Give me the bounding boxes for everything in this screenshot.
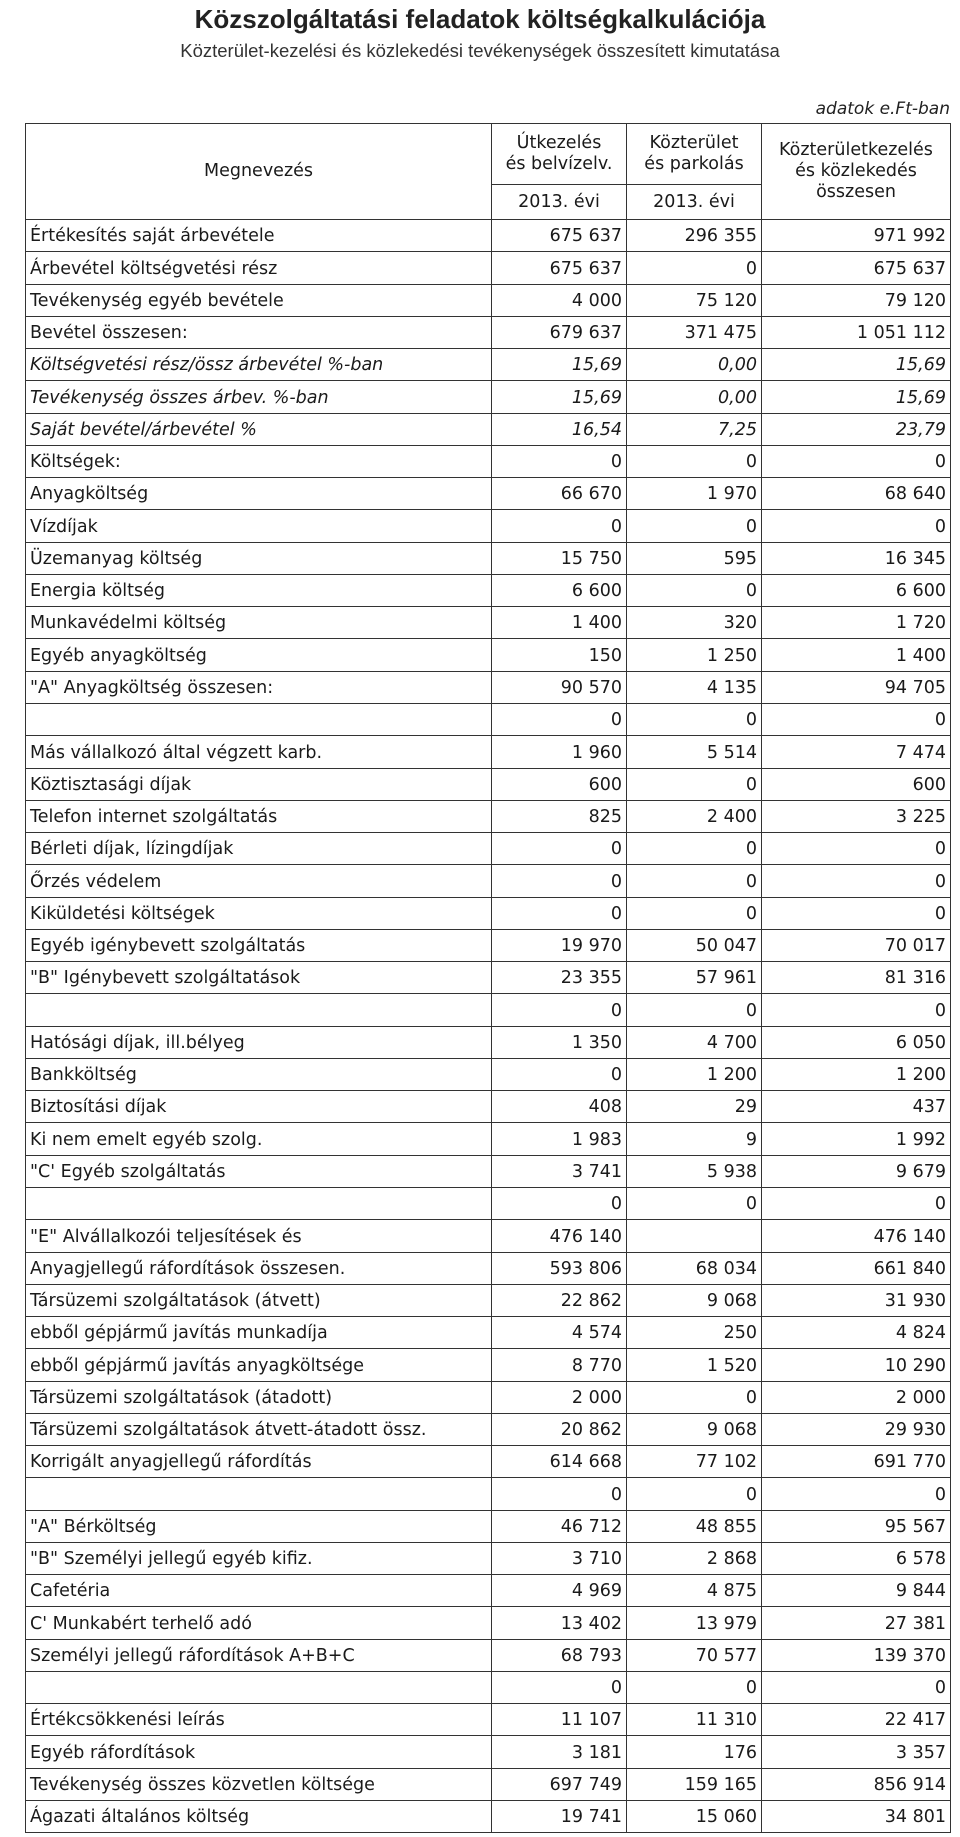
cost-table <box>25 123 951 1833</box>
row-name-cell: Ki nem emelt egyéb szolg. <box>26 1123 492 1155</box>
row-value-col2: 0 <box>627 703 762 735</box>
table-row <box>26 768 951 800</box>
row-value-col1: 11 107 <box>492 1704 627 1736</box>
row-value-col2: 9 <box>627 1123 762 1155</box>
row-value-col2: 13 979 <box>627 1607 762 1639</box>
row-value-col1: 4 000 <box>492 284 627 316</box>
row-name-cell <box>26 1671 492 1703</box>
table-row <box>26 1252 951 1284</box>
row-value-col2: 11 310 <box>627 1704 762 1736</box>
row-value-col3: 0 <box>762 994 951 1026</box>
table-row <box>26 671 951 703</box>
row-name-cell: Tevékenység egyéb bevétele <box>26 284 492 316</box>
row-value-col3: 10 290 <box>762 1349 951 1381</box>
row-name-cell: Tevékenység összes árbev. %-ban <box>26 381 492 413</box>
row-value-col2: 2 400 <box>627 800 762 832</box>
row-name-cell: Hatósági díjak, ill.bélyeg <box>26 1026 492 1058</box>
header-name: Megnevezés <box>26 124 492 220</box>
row-value-col1: 3 181 <box>492 1736 627 1768</box>
table-row <box>26 1058 951 1090</box>
row-value-col1: 600 <box>492 768 627 800</box>
row-value-col3: 1 720 <box>762 607 951 639</box>
table-row <box>26 1413 951 1445</box>
table-row <box>26 284 951 316</box>
row-name-cell: Értékcsökkenési leírás <box>26 1704 492 1736</box>
table-row <box>26 929 951 961</box>
row-value-col1: 408 <box>492 1091 627 1123</box>
row-name-cell: Vízdíjak <box>26 510 492 542</box>
row-value-col1: 614 668 <box>492 1446 627 1478</box>
row-value-col3: 1 992 <box>762 1123 951 1155</box>
row-value-col2: 48 855 <box>627 1510 762 1542</box>
row-value-col2: 0 <box>627 865 762 897</box>
row-name-cell: Saját bevétel/árbevétel % <box>26 413 492 445</box>
row-value-col3: 68 640 <box>762 478 951 510</box>
row-value-col2: 57 961 <box>627 962 762 994</box>
row-name-cell: "A" Bérköltség <box>26 1510 492 1542</box>
row-value-col1: 46 712 <box>492 1510 627 1542</box>
row-value-col1: 0 <box>492 1187 627 1219</box>
row-value-col2: 0 <box>627 510 762 542</box>
table-row <box>26 1091 951 1123</box>
row-value-col3: 34 801 <box>762 1801 951 1833</box>
table-row <box>26 1381 951 1413</box>
row-name-cell <box>26 1478 492 1510</box>
row-value-col2: 1 200 <box>627 1058 762 1090</box>
row-name-cell <box>26 994 492 1026</box>
row-value-col2: 4 135 <box>627 671 762 703</box>
row-name-cell <box>26 703 492 735</box>
document-title: Közszolgáltatási feladatok költségkalkulációja <box>194 4 766 34</box>
row-value-col3: 0 <box>762 703 951 735</box>
table-row <box>26 736 951 768</box>
row-value-col2: 1 970 <box>627 478 762 510</box>
table-row <box>26 1575 951 1607</box>
row-value-col3: 29 930 <box>762 1413 951 1445</box>
row-value-col2: 0,00 <box>627 349 762 381</box>
row-value-col2: 371 475 <box>627 316 762 348</box>
row-value-col1: 15,69 <box>492 349 627 381</box>
row-name-cell: Személyi jellegű ráfordítások A+B+C <box>26 1639 492 1671</box>
row-name-cell: Költségek: <box>26 445 492 477</box>
row-value-col1: 679 637 <box>492 316 627 348</box>
row-value-col2: 9 068 <box>627 1284 762 1316</box>
row-value-col3: 691 770 <box>762 1446 951 1478</box>
row-value-col2: 77 102 <box>627 1446 762 1478</box>
row-name-cell: Bevétel összesen: <box>26 316 492 348</box>
header-col3: Közterületkezelés és közlekedés összesen <box>762 124 951 220</box>
row-value-col1: 4 969 <box>492 1575 627 1607</box>
row-value-col2: 4 875 <box>627 1575 762 1607</box>
row-value-col3: 95 567 <box>762 1510 951 1542</box>
row-value-col2: 0 <box>627 1671 762 1703</box>
row-name-cell: Őrzés védelem <box>26 865 492 897</box>
table-row <box>26 962 951 994</box>
row-value-col1: 1 400 <box>492 607 627 639</box>
row-value-col3: 661 840 <box>762 1252 951 1284</box>
row-value-col1: 3 710 <box>492 1542 627 1574</box>
row-name-cell: Egyéb anyagköltség <box>26 639 492 671</box>
row-value-col1: 0 <box>492 1671 627 1703</box>
table-row <box>26 220 951 252</box>
row-value-col2: 0 <box>627 768 762 800</box>
row-value-col1: 825 <box>492 800 627 832</box>
row-name-cell: Köztisztasági díjak <box>26 768 492 800</box>
row-value-col1: 90 570 <box>492 671 627 703</box>
row-name-cell: Munkavédelmi költség <box>26 607 492 639</box>
row-value-col3: 2 000 <box>762 1381 951 1413</box>
row-value-col2: 2 868 <box>627 1542 762 1574</box>
table-row <box>26 1768 951 1800</box>
row-value-col3: 139 370 <box>762 1639 951 1671</box>
header-col2-year: 2013. évi <box>627 185 762 220</box>
row-value-col3: 3 225 <box>762 800 951 832</box>
row-value-col3: 31 930 <box>762 1284 951 1316</box>
row-value-col2: 7,25 <box>627 413 762 445</box>
row-name-cell: Társüzemi szolgáltatások (átadott) <box>26 1381 492 1413</box>
row-value-col3: 0 <box>762 1671 951 1703</box>
row-value-col3: 6 578 <box>762 1542 951 1574</box>
row-value-col3: 1 051 112 <box>762 316 951 348</box>
row-name-cell: Tevékenység összes közvetlen költsége <box>26 1768 492 1800</box>
table-header <box>26 124 951 220</box>
row-value-col1: 15 750 <box>492 542 627 574</box>
row-value-col2: 296 355 <box>627 220 762 252</box>
row-value-col1: 6 600 <box>492 574 627 606</box>
row-value-col2: 68 034 <box>627 1252 762 1284</box>
table-row <box>26 1446 951 1478</box>
table-row <box>26 639 951 671</box>
row-value-col3: 81 316 <box>762 962 951 994</box>
table-row <box>26 1026 951 1058</box>
row-name-cell: "A" Anyagköltség összesen: <box>26 671 492 703</box>
row-value-col1: 0 <box>492 833 627 865</box>
table-row <box>26 1317 951 1349</box>
row-value-col1: 1 350 <box>492 1026 627 1058</box>
table-row <box>26 1736 951 1768</box>
row-value-col3: 0 <box>762 445 951 477</box>
row-value-col1: 0 <box>492 1058 627 1090</box>
row-value-col2: 176 <box>627 1736 762 1768</box>
row-value-col1: 23 355 <box>492 962 627 994</box>
row-name-cell: Energia költség <box>26 574 492 606</box>
table-row <box>26 1187 951 1219</box>
table-row <box>26 1349 951 1381</box>
table-row <box>26 252 951 284</box>
row-value-col3: 94 705 <box>762 671 951 703</box>
row-name-cell: Egyéb ráfordítások <box>26 1736 492 1768</box>
row-name-cell <box>26 1187 492 1219</box>
row-value-col2: 29 <box>627 1091 762 1123</box>
row-value-col2: 9 068 <box>627 1413 762 1445</box>
row-value-col3: 971 992 <box>762 220 951 252</box>
row-value-col2: 0 <box>627 1381 762 1413</box>
row-value-col2: 4 700 <box>627 1026 762 1058</box>
row-value-col3: 9 679 <box>762 1155 951 1187</box>
row-value-col2: 50 047 <box>627 929 762 961</box>
table-row <box>26 1607 951 1639</box>
table-row <box>26 510 951 542</box>
table-row <box>26 542 951 574</box>
row-value-col1: 68 793 <box>492 1639 627 1671</box>
row-value-col1: 0 <box>492 510 627 542</box>
table-row <box>26 897 951 929</box>
row-name-cell: ebből gépjármű javítás anyagköltsége <box>26 1349 492 1381</box>
row-name-cell: Biztosítási díjak <box>26 1091 492 1123</box>
row-value-col3: 0 <box>762 510 951 542</box>
header-col2: Közterület és parkolás <box>627 124 762 185</box>
row-value-col1: 19 970 <box>492 929 627 961</box>
row-value-col1: 16,54 <box>492 413 627 445</box>
table-row <box>26 574 951 606</box>
row-name-cell: Bankköltség <box>26 1058 492 1090</box>
row-value-col3: 1 400 <box>762 639 951 671</box>
table-row <box>26 349 951 381</box>
row-value-col3: 856 914 <box>762 1768 951 1800</box>
row-name-cell: "B" Személyi jellegű egyéb kifiz. <box>26 1542 492 1574</box>
row-name-cell: Értékesítés saját árbevétele <box>26 220 492 252</box>
row-name-cell: "C' Egyéb szolgáltatás <box>26 1155 492 1187</box>
row-name-cell: "E" Alvállalkozói teljesítések és <box>26 1220 492 1252</box>
row-value-col1: 3 741 <box>492 1155 627 1187</box>
row-value-col1: 8 770 <box>492 1349 627 1381</box>
row-value-col1: 1 983 <box>492 1123 627 1155</box>
row-value-col2: 15 060 <box>627 1801 762 1833</box>
row-value-col3: 15,69 <box>762 349 951 381</box>
row-value-col1: 476 140 <box>492 1220 627 1252</box>
unit-note: adatok e.Ft-ban <box>815 99 950 119</box>
row-value-col1: 19 741 <box>492 1801 627 1833</box>
row-value-col1: 20 862 <box>492 1413 627 1445</box>
row-value-col2: 0 <box>627 1187 762 1219</box>
row-value-col1: 13 402 <box>492 1607 627 1639</box>
row-value-col1: 0 <box>492 897 627 929</box>
row-value-col3: 16 345 <box>762 542 951 574</box>
row-value-col1: 0 <box>492 1478 627 1510</box>
table-row <box>26 478 951 510</box>
row-value-col2: 0 <box>627 994 762 1026</box>
row-value-col1: 2 000 <box>492 1381 627 1413</box>
table-row <box>26 1220 951 1252</box>
row-value-col1: 66 670 <box>492 478 627 510</box>
document-subtitle: Közterület-kezelési és közlekedési tevékenységek összesített kimutatása <box>180 40 780 61</box>
row-value-col1: 0 <box>492 865 627 897</box>
row-value-col3: 70 017 <box>762 929 951 961</box>
row-value-col2: 320 <box>627 607 762 639</box>
row-value-col3: 0 <box>762 897 951 929</box>
row-name-cell: "B" Igénybevett szolgáltatások <box>26 962 492 994</box>
row-name-cell: Üzemanyag költség <box>26 542 492 574</box>
table-row <box>26 445 951 477</box>
row-name-cell: Bérleti díjak, lízingdíjak <box>26 833 492 865</box>
row-value-col3: 1 200 <box>762 1058 951 1090</box>
row-value-col2: 0 <box>627 897 762 929</box>
row-value-col1: 150 <box>492 639 627 671</box>
table-row <box>26 703 951 735</box>
row-value-col2: 0 <box>627 574 762 606</box>
table-row <box>26 1155 951 1187</box>
row-value-col3: 675 637 <box>762 252 951 284</box>
table-row <box>26 1542 951 1574</box>
row-value-col1: 0 <box>492 445 627 477</box>
row-value-col1: 0 <box>492 703 627 735</box>
row-value-col1: 593 806 <box>492 1252 627 1284</box>
row-value-col2: 0 <box>627 252 762 284</box>
row-name-cell: ebből gépjármű javítás munkadíja <box>26 1317 492 1349</box>
row-value-col3: 0 <box>762 1187 951 1219</box>
row-value-col1: 4 574 <box>492 1317 627 1349</box>
table-body <box>26 220 951 1833</box>
table-row <box>26 1671 951 1703</box>
row-value-col1: 1 960 <box>492 736 627 768</box>
row-name-cell: Ágazati általános költség <box>26 1801 492 1833</box>
row-name-cell: Társüzemi szolgáltatások (átvett) <box>26 1284 492 1316</box>
row-value-col3: 600 <box>762 768 951 800</box>
row-value-col2: 5 514 <box>627 736 762 768</box>
row-value-col3: 476 140 <box>762 1220 951 1252</box>
row-value-col1: 675 637 <box>492 252 627 284</box>
row-value-col2: 75 120 <box>627 284 762 316</box>
row-value-col2: 159 165 <box>627 1768 762 1800</box>
row-value-col2 <box>627 1220 762 1252</box>
row-value-col2: 250 <box>627 1317 762 1349</box>
row-value-col1: 675 637 <box>492 220 627 252</box>
row-value-col3: 79 120 <box>762 284 951 316</box>
row-value-col3: 27 381 <box>762 1607 951 1639</box>
row-value-col3: 6 600 <box>762 574 951 606</box>
row-name-cell: Más vállalkozó által végzett karb. <box>26 736 492 768</box>
row-value-col3: 4 824 <box>762 1317 951 1349</box>
row-value-col3: 15,69 <box>762 381 951 413</box>
table-row <box>26 1801 951 1833</box>
row-name-cell: Kiküldetési költségek <box>26 897 492 929</box>
row-value-col3: 23,79 <box>762 413 951 445</box>
table-row <box>26 1478 951 1510</box>
row-value-col3: 0 <box>762 833 951 865</box>
row-value-col2: 0 <box>627 833 762 865</box>
header-col1-year: 2013. évi <box>492 185 627 220</box>
row-name-cell: Anyagjellegű ráfordítások összesen. <box>26 1252 492 1284</box>
row-value-col3: 6 050 <box>762 1026 951 1058</box>
table-row <box>26 800 951 832</box>
table-row <box>26 381 951 413</box>
row-name-cell: Árbevétel költségvetési rész <box>26 252 492 284</box>
row-value-col2: 0,00 <box>627 381 762 413</box>
row-value-col2: 1 520 <box>627 1349 762 1381</box>
row-value-col3: 22 417 <box>762 1704 951 1736</box>
row-value-col2: 5 938 <box>627 1155 762 1187</box>
row-value-col2: 70 577 <box>627 1639 762 1671</box>
table-row <box>26 865 951 897</box>
row-value-col2: 595 <box>627 542 762 574</box>
row-value-col3: 9 844 <box>762 1575 951 1607</box>
table-row <box>26 316 951 348</box>
row-value-col3: 0 <box>762 1478 951 1510</box>
table-row <box>26 994 951 1026</box>
row-name-cell: Egyéb igénybevett szolgáltatás <box>26 929 492 961</box>
row-name-cell: Költségvetési rész/össz árbevétel %-ban <box>26 349 492 381</box>
table-row <box>26 1284 951 1316</box>
row-name-cell: Telefon internet szolgáltatás <box>26 800 492 832</box>
row-value-col3: 3 357 <box>762 1736 951 1768</box>
row-value-col1: 22 862 <box>492 1284 627 1316</box>
row-value-col3: 7 474 <box>762 736 951 768</box>
row-value-col1: 0 <box>492 994 627 1026</box>
table-row <box>26 1639 951 1671</box>
row-value-col2: 1 250 <box>627 639 762 671</box>
row-name-cell: Társüzemi szolgáltatások átvett-átadott össz. <box>26 1413 492 1445</box>
header-col1: Útkezelés és belvízelv. <box>492 124 627 185</box>
row-value-col2: 0 <box>627 445 762 477</box>
row-value-col3: 0 <box>762 865 951 897</box>
row-value-col1: 697 749 <box>492 1768 627 1800</box>
row-name-cell: Cafetéria <box>26 1575 492 1607</box>
table-row <box>26 413 951 445</box>
row-value-col3: 437 <box>762 1091 951 1123</box>
table-row <box>26 607 951 639</box>
row-value-col1: 15,69 <box>492 381 627 413</box>
table-row <box>26 1704 951 1736</box>
table-row <box>26 1510 951 1542</box>
row-name-cell: C' Munkabért terhelő adó <box>26 1607 492 1639</box>
row-name-cell: Korrigált anyagjellegű ráfordítás <box>26 1446 492 1478</box>
table-row <box>26 1123 951 1155</box>
table-row <box>26 833 951 865</box>
row-value-col2: 0 <box>627 1478 762 1510</box>
row-name-cell: Anyagköltség <box>26 478 492 510</box>
